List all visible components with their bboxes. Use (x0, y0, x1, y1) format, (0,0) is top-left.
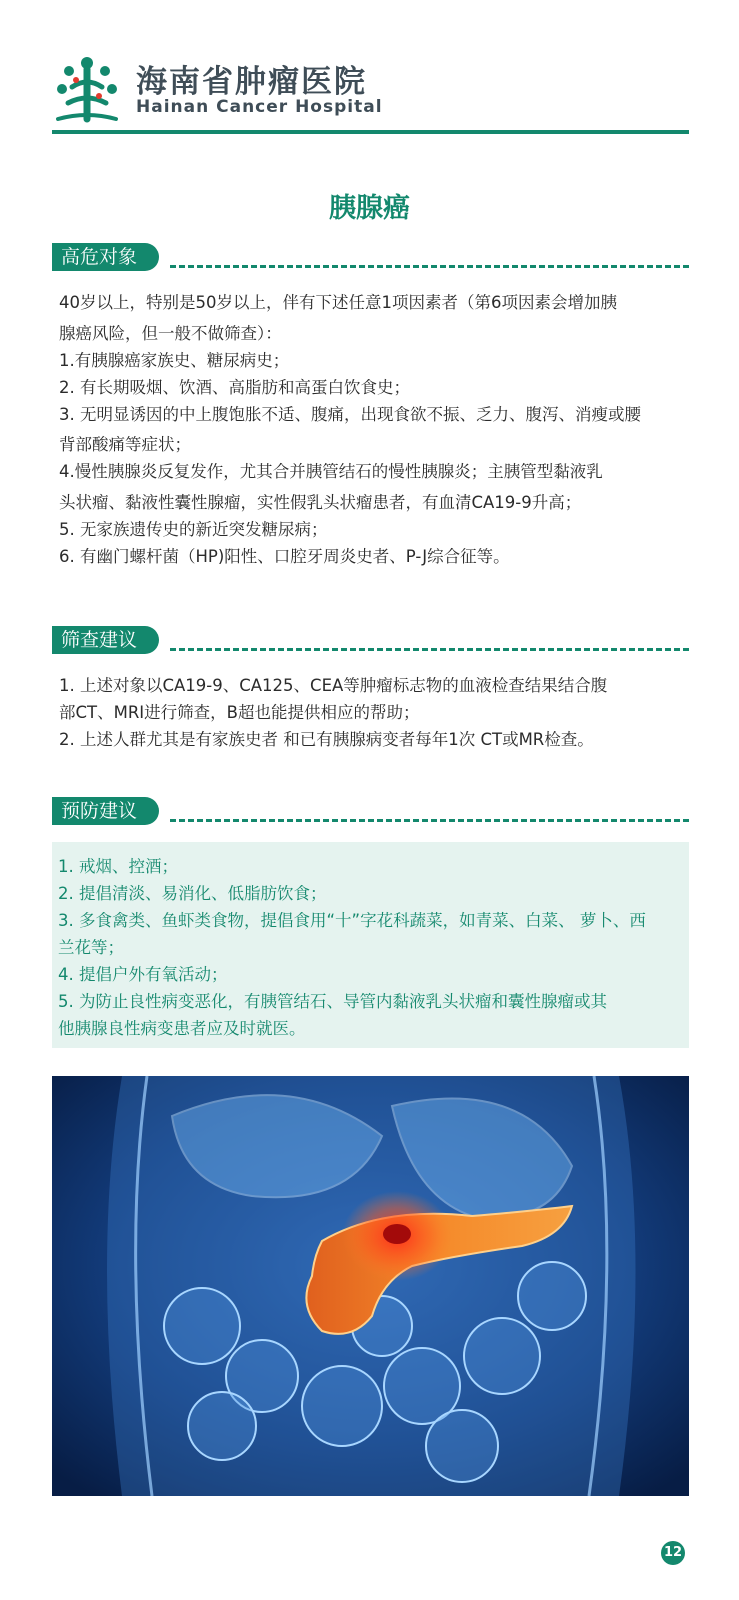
high-risk-line: 3. 无明显诱因的中上腹饱胀不适、腹痛，出现食欲不振、乏力、腹泻、消瘦或腰 (59, 405, 641, 424)
hospital-name-en: Hainan Cancer Hospital (136, 97, 383, 117)
prevention-line: 他胰腺良性病变患者应及时就医。 (58, 1019, 306, 1038)
section-label: 高危对象 (52, 243, 159, 271)
header (52, 50, 687, 132)
high-risk-line: 4.慢性胰腺炎反复发作，尤其合并胰管结石的慢性胰腺炎；主胰管型黏液乳 (59, 462, 603, 481)
prevention-line: 1. 戒烟、控酒； (58, 857, 178, 876)
prevention-line: 3. 多食禽类、鱼虾类食物，提倡食用“十”字花科蔬菜，如青菜、白菜、 萝卜、西 (58, 911, 646, 930)
hospital-logo-icon (52, 53, 122, 125)
screening-line: 部CT、MRI进行筛查，B超也能提供相应的帮助； (59, 703, 420, 722)
section-screening-heading (52, 626, 689, 656)
section-label: 筛查建议 (52, 626, 159, 654)
screening-line: 1. 上述对象以CA19-9、CA125、CEA等肿瘤标志物的血液检查结果结合腹 (59, 676, 608, 695)
section-label: 预防建议 (52, 797, 159, 825)
prevention-line: 2. 提倡清淡、易消化、低脂肪饮食； (58, 884, 327, 903)
page-title: 胰腺癌 (329, 193, 410, 224)
high-risk-line: 1.有胰腺癌家族史、糖尿病史； (59, 351, 290, 370)
prevention-line: 兰花等； (58, 938, 124, 957)
dashed-divider (170, 265, 689, 268)
high-risk-line: 40岁以上，特别是50岁以上，伴有下述任意1项因素者（第6项因素会增加胰 (59, 293, 617, 312)
high-risk-line: 背部酸痛等症状； (59, 435, 191, 454)
high-risk-line: 5. 无家族遗传史的新近突发糖尿病； (59, 520, 328, 539)
prevention-line: 5. 为防止良性病变恶化，有胰管结石、导管内黏液乳头状瘤和囊性腺瘤或其 (58, 992, 607, 1011)
high-risk-line: 头状瘤、黏液性囊性腺瘤，实性假乳头状瘤患者，有血清CA19-9升高； (59, 493, 582, 512)
high-risk-line: 6. 有幽门螺杆菌（HP)阳性、口腔牙周炎史者、P-J综合征等。 (59, 547, 510, 566)
high-risk-line: 腺癌风险，但一般不做筛查）： (59, 324, 282, 343)
prevention-line: 4. 提倡户外有氧活动； (58, 965, 228, 984)
pancreas-illustration (52, 1076, 689, 1496)
page-number-badge: 12 (661, 1541, 685, 1565)
section-high-risk-heading (52, 243, 689, 273)
section-prevention-heading (52, 797, 689, 827)
dashed-divider (170, 819, 689, 822)
screening-line: 2. 上述人群尤其是有家族史者 和已有胰腺病变者每年1次 CT或MR检查。 (59, 730, 594, 749)
header-divider (52, 130, 689, 134)
high-risk-line: 2. 有长期吸烟、饮酒、高脂肪和高蛋白饮食史； (59, 378, 410, 397)
dashed-divider (170, 648, 689, 651)
hospital-name-cn: 海南省肿瘤医院 (136, 64, 367, 100)
